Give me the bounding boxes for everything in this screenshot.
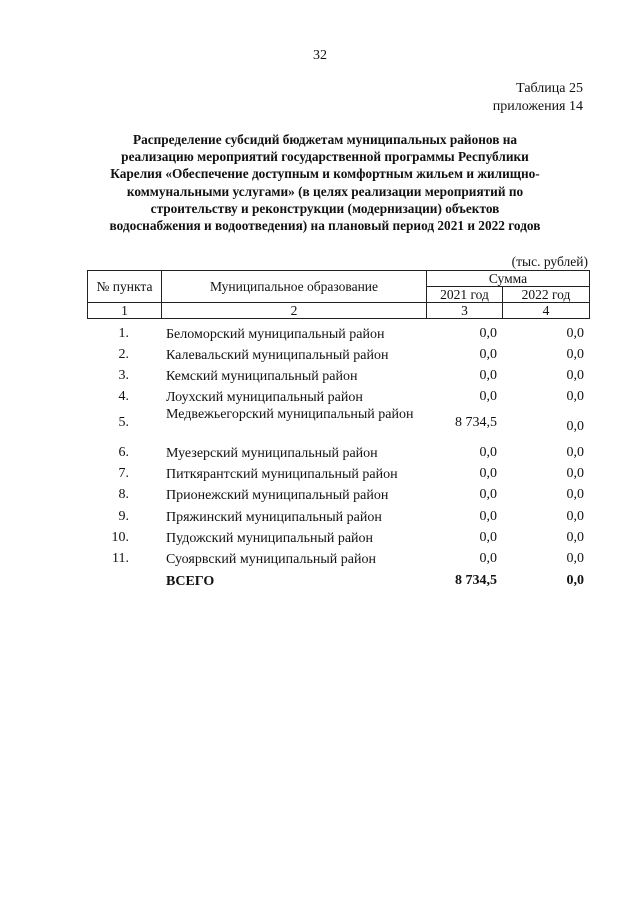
units-label: (тыс. рублей) bbox=[511, 254, 588, 269]
header-municipality: Муниципальное образование bbox=[162, 271, 427, 303]
header-year-2021: 2021 год bbox=[427, 287, 503, 303]
row-value-2022: 0,0 bbox=[566, 551, 584, 566]
row-municipality: Пудожский муниципальный район bbox=[166, 531, 374, 546]
table-reference-line2: приложения 14 bbox=[492, 99, 583, 114]
row-value-2021: 0,0 bbox=[479, 466, 497, 481]
row-value-2021: 0,0 bbox=[479, 368, 497, 383]
row-value-2022: 0,0 bbox=[566, 419, 584, 434]
row-municipality: Медвежьегорский муниципальный район bbox=[166, 407, 414, 422]
row-value-2022: 0,0 bbox=[566, 445, 584, 460]
row-municipality: Питкярантский муниципальный район bbox=[166, 467, 398, 482]
row-municipality: Прионежский муниципальный район bbox=[166, 488, 389, 503]
column-number-1: 1 bbox=[88, 303, 162, 319]
header-year-2022: 2022 год bbox=[503, 287, 590, 303]
row-value-2021: 8 734,5 bbox=[455, 415, 497, 430]
row-number: 1. bbox=[118, 326, 129, 341]
row-municipality: Суоярвский муниципальный район bbox=[166, 552, 376, 567]
row-value-2022: 0,0 bbox=[566, 368, 584, 383]
title-line: строительству и реконструкции (модернизации) объектов bbox=[150, 200, 500, 216]
row-value-2022: 0,0 bbox=[566, 530, 584, 545]
title-line: Карелия «Обеспечение доступным и комфортным жильем и жилищно- bbox=[110, 166, 540, 182]
row-value-2021: 0,0 bbox=[479, 389, 497, 404]
row-value-2021: 0,0 bbox=[479, 347, 497, 362]
row-value-2022: 0,0 bbox=[566, 466, 584, 481]
row-number: 10. bbox=[111, 530, 129, 545]
row-municipality: Пряжинский муниципальный район bbox=[166, 510, 382, 525]
row-number: 11. bbox=[112, 551, 129, 566]
row-value-2022: 0,0 bbox=[566, 509, 584, 524]
row-value-2022: 0,0 bbox=[566, 347, 584, 362]
total-label: ВСЕГО bbox=[166, 574, 215, 589]
row-number: 8. bbox=[118, 487, 129, 502]
table-reference-line1: Таблица 25 bbox=[516, 81, 583, 96]
row-value-2022: 0,0 bbox=[566, 326, 584, 341]
title-line: Распределение субсидий бюджетам муниципальных районов на bbox=[132, 132, 518, 147]
row-value-2021: 0,0 bbox=[479, 530, 497, 545]
table-header bbox=[87, 270, 590, 319]
title-line: реализацию мероприятий государственной программы Республики bbox=[121, 149, 529, 165]
document-title bbox=[95, 131, 555, 234]
row-value-2021: 0,0 bbox=[479, 551, 497, 566]
row-number: 7. bbox=[118, 466, 129, 481]
row-municipality: Калевальский муниципальный район bbox=[166, 348, 389, 363]
row-number: 2. bbox=[118, 347, 129, 362]
row-number: 3. bbox=[118, 368, 129, 383]
header-sum: Сумма bbox=[427, 271, 590, 287]
row-municipality: Беломорский муниципальный район bbox=[166, 327, 385, 342]
table-reference bbox=[493, 80, 583, 116]
column-number-4: 4 bbox=[503, 303, 590, 319]
row-number: 9. bbox=[118, 509, 129, 524]
row-value-2021: 0,0 bbox=[479, 509, 497, 524]
column-number-2: 2 bbox=[162, 303, 427, 319]
row-municipality: Кемский муниципальный район bbox=[166, 369, 358, 384]
row-value-2022: 0,0 bbox=[566, 389, 584, 404]
row-number: 4. bbox=[118, 389, 129, 404]
title-line: коммунальными услугами» (в целях реализации мероприятий по bbox=[126, 183, 524, 199]
row-municipality: Муезерский муниципальный район bbox=[166, 446, 378, 461]
row-value-2021: 0,0 bbox=[479, 445, 497, 460]
title-line: водоснабжения и водоотведения) на плановый период 2021 и 2022 годов bbox=[109, 218, 541, 234]
row-municipality: Лоухский муниципальный район bbox=[166, 390, 363, 405]
row-number: 5. bbox=[118, 415, 129, 430]
row-number: 6. bbox=[118, 445, 129, 460]
row-value-2021: 0,0 bbox=[479, 326, 497, 341]
header-number: № пункта bbox=[88, 271, 162, 303]
column-number-3: 3 bbox=[427, 303, 503, 319]
row-value-2022: 0,0 bbox=[566, 487, 584, 502]
total-value-2021: 8 734,5 bbox=[455, 573, 497, 588]
total-value-2022: 0,0 bbox=[566, 573, 584, 588]
page-number: 32 bbox=[313, 48, 327, 63]
row-value-2021: 0,0 bbox=[479, 487, 497, 502]
